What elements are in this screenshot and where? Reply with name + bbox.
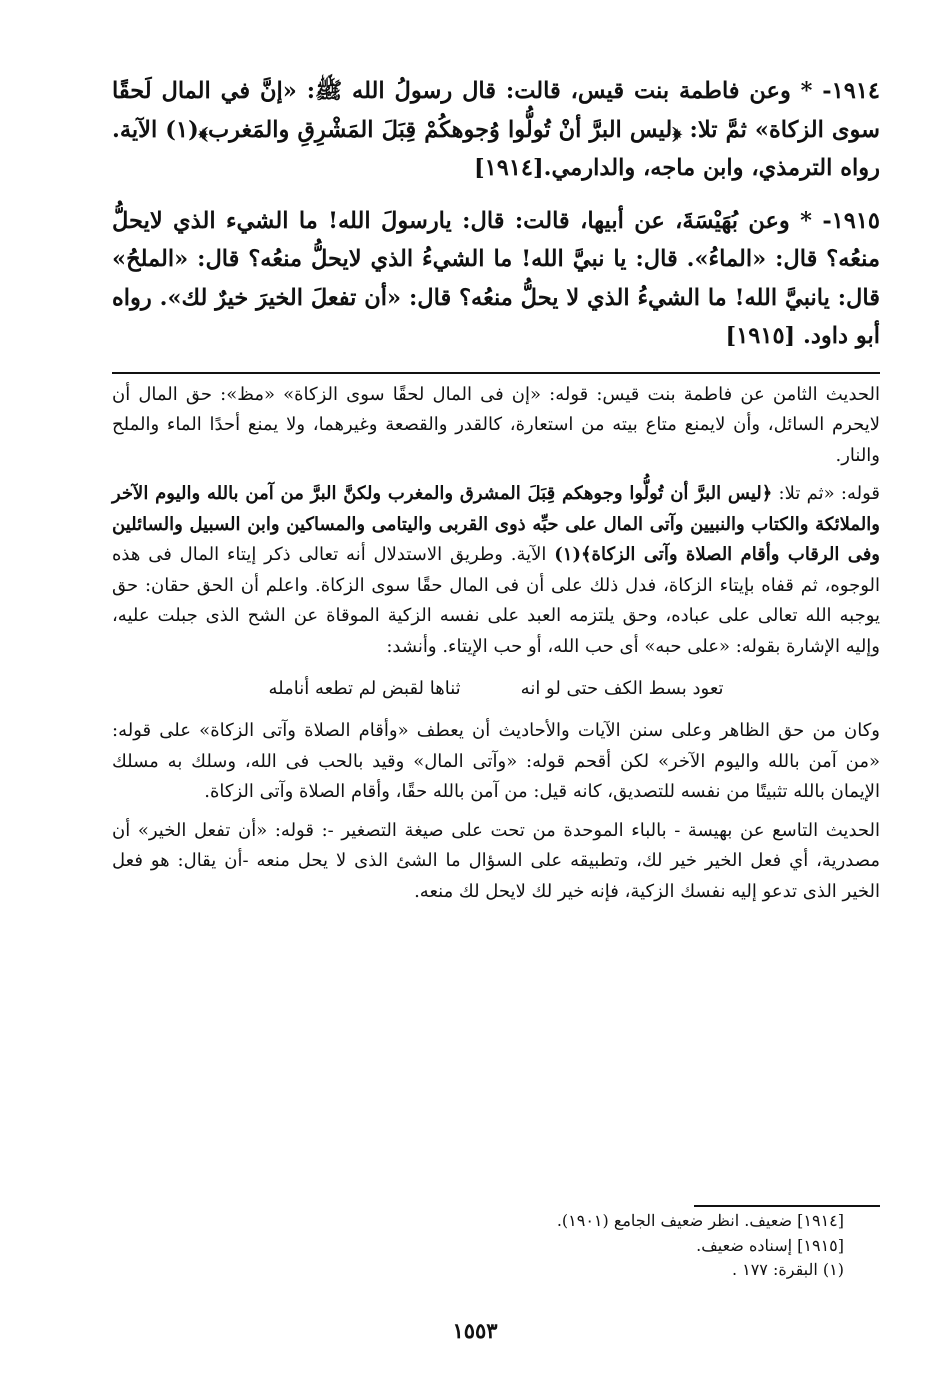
footnote-quran-ref: (١) البقرة: ١٧٧ .	[731, 1260, 844, 1279]
quran-verse: ﴿ليس البرَّ أن تُولُّوا وجوهكم قِبَلَ المشرق والمغرب ولكنَّ البرَّ من آمن بالله واليوم الآخر والملائكة والكتاب والنبيين وآتى المال على حبِّه ذوى القربى واليتامى والمساكين وابن السبيل والسائلين وفى الرقاب وأقام الصلاة وآتى الزكاة﴾(١)	[112, 483, 881, 565]
footnote-1914: [١٩١٤] ضعيف. انظر ضعيف الجامع (١٩٠١).	[556, 1211, 844, 1230]
hadith-1914: ١٩١٤- * وعن فاطمة بنت قيس، قالت: قال رسولُ الله ﷺ: «إنَّ في المال لَحقًا سوى الزكاة» ثمَّ تلا: ﴿ليس البرَّ أنْ تُولُّوا وُجوهكُمْ قِبَلَ المَشْرِقِ والمَغرب﴾(١) الآية. رواه الترمذي، وابن ماجه، والدارمي.[١٩١٤]	[112, 78, 880, 181]
footnote-divider	[694, 1205, 880, 1207]
commentary-paragraph-2	[112, 479, 880, 662]
page-number: ١٥٥٣	[452, 1318, 498, 1343]
poem-second-hemistich: ثناها لقبض لم تطعه أنامله	[268, 678, 461, 699]
commentary	[112, 380, 880, 908]
hadith-1915: ١٩١٥- * وعن بُهَيْسَةَ، عن أبيها، قالت: قال: يارسولَ الله! ما الشيء الذي لايحلُّ منعُه؟ قال: «الماءُ». قال: يا نبيَّ الله! ما الشيءُ الذي لايحلُّ منعُه؟ قال: «الملحُ» قال: يانبيَّ الله! ما الشيءُ الذي لا يحلُّ منعُه؟ قال: «أن تفعلَ الخيرَ خيرٌ لك». رواه أبو داود. [١٩١٥]	[112, 207, 880, 349]
commentary-paragraph-4: الحديث التاسع عن بهيسة - بالباء الموحدة من تحت على صيغة التصغير -: قوله: «أن تفعل الخير» أن مصدرية، أي فعل الخير خير لك، وتطبيقه على السؤال ما الشئ الذى لا يحل منعه -أن يقال: هو فعل الخير الذى تدعو إليه نفسك الزكية، فإنه خير لك لايحل لك منعه.	[112, 819, 880, 902]
commentary-lead: قوله: «ثم تلا:	[772, 483, 880, 504]
poem-verse	[112, 674, 880, 704]
commentary-rest: الآية. وطريق الاستدلال أنه تعالى ذكر إيتاء المال فى هذه الوجوه، ثم قفاه بإيتاء الزكاة، فدل ذلك على أن فى المال حقًا سوى الزكاة. واعلم أن الحق حقان: حق يوجبه الله تعالى على عباده، وحق يلتزمه العبد على نفسه الزكية الموقاة عن الشح الذى جبلت عليه، وإليه الإشارة بقوله: «على حبه» أى حب الله، أو حب الإيتاء. وأنشد:	[112, 544, 880, 657]
footnotes	[470, 1209, 880, 1283]
commentary-paragraph-1: الحديث الثامن عن فاطمة بنت قيس: قوله: «إن فى المال لحقًا سوى الزكاة» «مظ»: حق المال أن لايحرم السائل، وأن لايمنع متاع بيته من استعارة، كالقدر والقصعة وغيرهما، ولا يمنع أحدًا الماء والملح والنار.	[112, 383, 880, 466]
page-body	[112, 72, 880, 907]
poem-first-hemistich: تعود بسط الكف حتى لو انه	[520, 678, 724, 699]
footnote-1915: [١٩١٥] إسناده ضعيف.	[696, 1235, 844, 1255]
commentary-paragraph-3: وكان من حق الظاهر وعلى سنن الآيات والأحاديث أن يعطف «وأقام الصلاة وآتى الزكاة» على قوله: «من آمن بالله واليوم الآخر» لكن أقحم قوله: «وآتى المال» وقيد بالحب فى الله، وسلك به مسلك الإيمان بالله تثبيتًا من نفسه للتصديق، كانه قيل: من آمن بالله حقًا، وأقام الصلاة وآتى الزكاة.	[112, 720, 880, 802]
main-divider	[112, 372, 880, 374]
